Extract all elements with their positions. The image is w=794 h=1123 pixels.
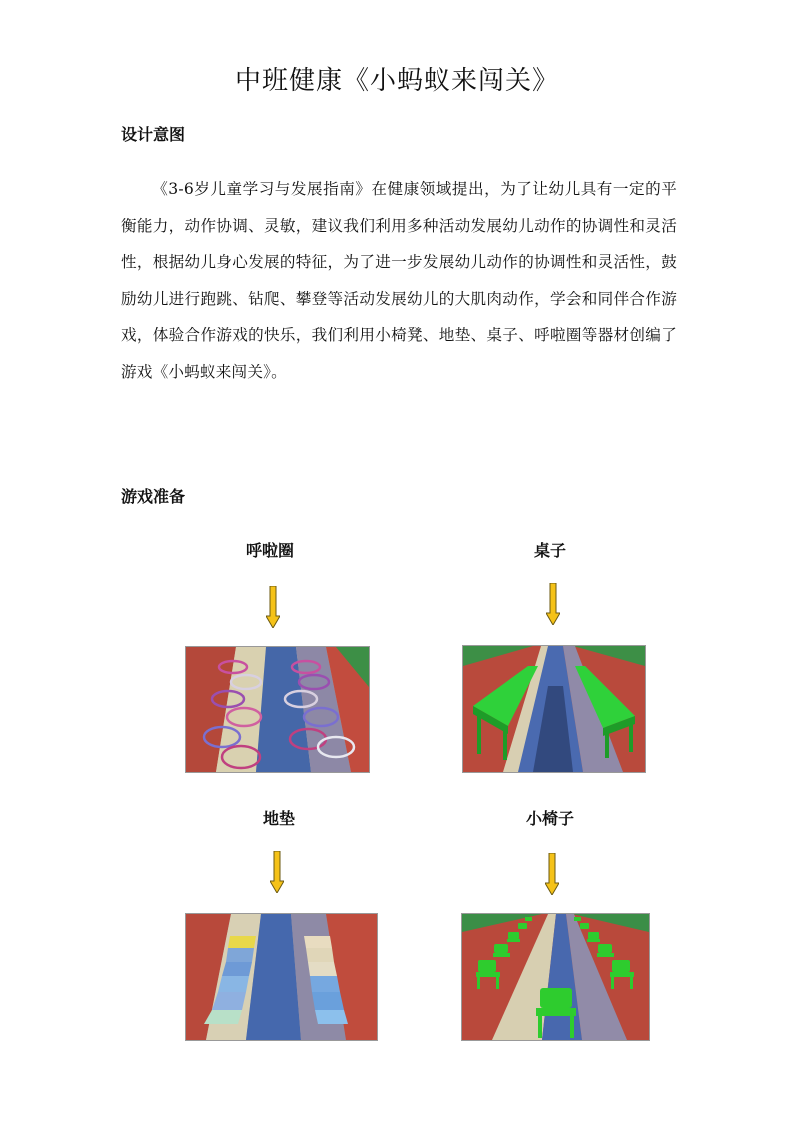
small-chairs-photo — [461, 913, 650, 1041]
down-arrow-icon — [545, 853, 559, 895]
down-arrow-icon — [270, 851, 284, 893]
equipment-label-small-chair: 小椅子 — [525, 809, 574, 828]
section-heading-design-intent: 设计意图 — [121, 125, 186, 144]
section-heading-game-preparation: 游戏准备 — [121, 487, 186, 506]
hula-hoops-photo — [185, 646, 370, 773]
floor-mats-photo — [185, 913, 378, 1041]
equipment-label-hula-hoop: 呼啦圈 — [245, 541, 294, 560]
equipment-label-table: 桌子 — [533, 541, 566, 560]
design-intent-paragraph: 《3-6岁儿童学习与发展指南》在健康领域提出，为了让幼儿具有一定的平衡能力，动作协调、灵敏，建议我们利用多种活动发展幼儿动作的协调性和灵活性，根据幼儿身心发展的特征，为了进一步发展幼儿动作的协调性和灵活性，鼓励幼儿进行跑跳、钻爬、攀登等活动发展幼儿的大肌肉动作，学会和同伴合作游戏，体验合作游戏的快乐，我们利用小椅凳、地垫、桌子、呼啦圈等器材创编了游戏《小蚂蚁来闯关》。 — [121, 180, 677, 381]
down-arrow-icon — [266, 586, 280, 628]
down-arrow-icon — [546, 583, 560, 625]
tables-photo — [462, 645, 646, 773]
equipment-label-floor-mat: 地垫 — [262, 809, 295, 828]
page-title: 中班健康《小蚂蚁来闯关》 — [234, 66, 559, 96]
